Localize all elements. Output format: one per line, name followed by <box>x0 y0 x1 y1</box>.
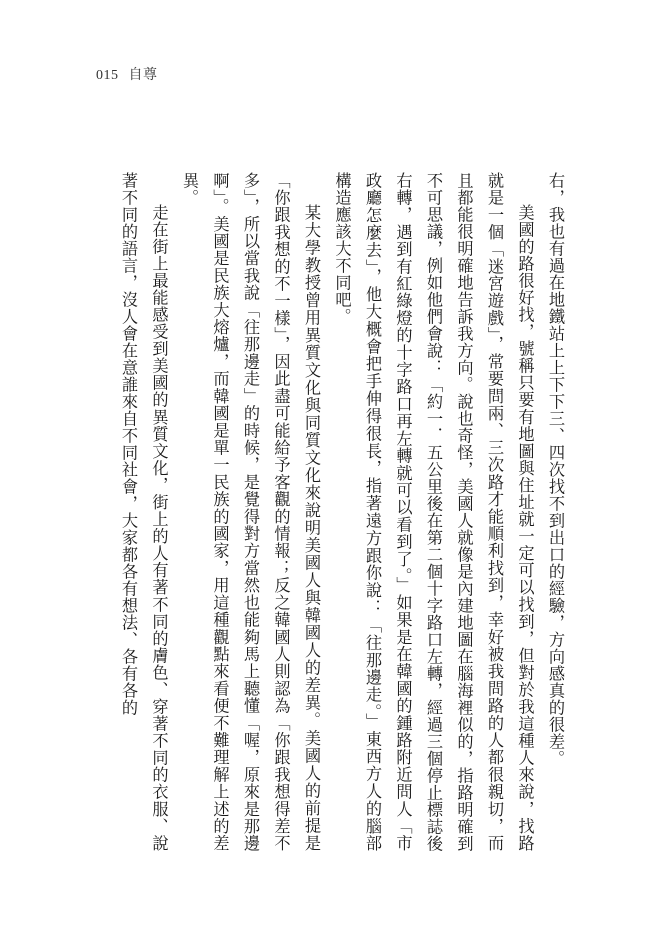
paragraph-2: 美國的路很好找，號稱只要有地圖與住址就一定可以找到，但對於我這種人來說，找路就是一個「迷宮遊戲」，常要問兩、三次路才能順利找到，幸好被我問路的人都很親切，而且都能很明確地告訴我方向。說也奇怪，美國人就像是內建地圖在腦海裡似的，指路明確到不可思議，例如他們會說：「約一．五公里後在第二個十字路口左轉，經過三個停止標誌後右轉，遇到有紅綠燈的十字路口再左轉就可以看到了。」如果是在韓國的鍾路附近問人「市政廳怎麼去」，他大概會把手伸得很長，指著遠方跟你說：「往那邊走。」東西方人的腦部構造應該大不同吧。 <box>332 172 535 852</box>
page-number: 015 <box>96 68 119 83</box>
paragraph-3: 某大學教授曾用異質文化與同質文化來說明美國人與韓國人的差異。美國人的前提是「你跟我想的不一樣」，因此盡可能給予客觀的情報；反之韓國人則認為「你跟我想得差不多」，所以當我說「往那邊走」的時候，是覺得對方當然也能夠馬上聽懂「喔，原來是那邊啊」。美國是民族大熔爐，而韓國是單一民族的國家，用這種觀點來看便不難理解上述的差異。 <box>180 172 321 852</box>
paragraph-1: 右，我也有過在地鐵站上上下下三、四次找不到出口的經驗，方向感真的很差。 <box>546 172 565 767</box>
paragraph-4: 走在街上最能感受到美國的異質文化，街上的人有著不同的膚色、穿著不同的衣服、說著不同的語言，沒人會在意誰來自不同社會，大家都各有想法、各有各的 <box>119 172 169 852</box>
body-text <box>90 172 570 852</box>
section-title: 自尊 <box>128 68 158 83</box>
page-header <box>96 64 158 84</box>
